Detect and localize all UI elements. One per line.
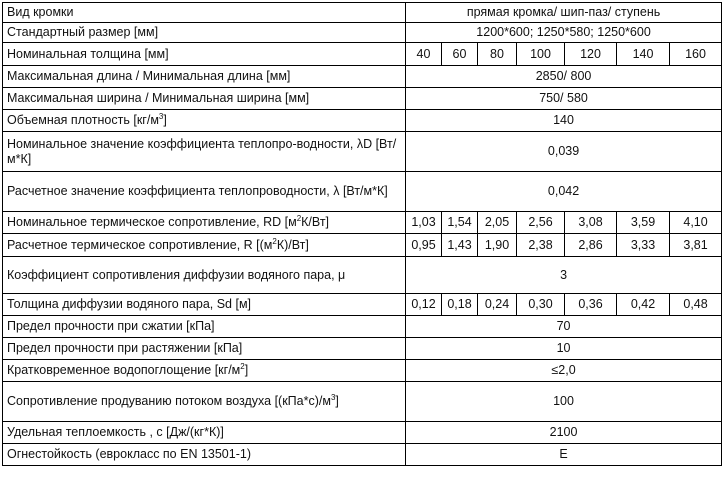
thickness-value-cell: 0,36 bbox=[565, 294, 617, 316]
table-row bbox=[3, 43, 722, 66]
row-value: 140 bbox=[406, 110, 722, 132]
row-value: 1200*600; 1250*580; 1250*600 bbox=[406, 23, 722, 43]
row-value: 100 bbox=[406, 382, 722, 422]
row-label: Расчетное значение коэффициента теплопроводности, λ [Вт/м*К] bbox=[3, 172, 406, 212]
table-row bbox=[3, 316, 722, 338]
row-value: ≤2,0 bbox=[406, 360, 722, 382]
thickness-value-cell: 2,56 bbox=[517, 212, 565, 234]
thickness-value-cell: 2,05 bbox=[478, 212, 517, 234]
row-label-suffix: ] bbox=[163, 113, 167, 127]
thickness-value-cell: 1,03 bbox=[406, 212, 442, 234]
table-row bbox=[3, 66, 722, 88]
table-row bbox=[3, 444, 722, 466]
row-label bbox=[3, 212, 406, 234]
row-label-suffix: К/Вт] bbox=[301, 215, 330, 229]
row-label-superscript: 2 bbox=[272, 236, 277, 246]
thickness-value-cell: 1,90 bbox=[478, 234, 517, 257]
row-label-text: Объемная плотность [кг/м bbox=[7, 113, 159, 127]
thickness-value-cell: 40 bbox=[406, 43, 442, 66]
row-value: 750/ 580 bbox=[406, 88, 722, 110]
thickness-value-cell: 160 bbox=[670, 43, 722, 66]
row-label-suffix: К)/Вт] bbox=[276, 237, 309, 252]
row-label bbox=[3, 234, 406, 257]
table-row bbox=[3, 23, 722, 43]
row-label-text: Номинальное термическое сопротивление, RD [м bbox=[7, 215, 297, 229]
thickness-value-cell: 0,12 bbox=[406, 294, 442, 316]
table-row bbox=[3, 360, 722, 382]
row-label: Стандартный размер [мм] bbox=[3, 23, 406, 43]
row-value: 10 bbox=[406, 338, 722, 360]
thickness-value-cell: 2,38 bbox=[517, 234, 565, 257]
thickness-value-cell: 2,86 bbox=[565, 234, 617, 257]
row-label: Предел прочности при сжатии [кПа] bbox=[3, 316, 406, 338]
thickness-value-cell: 140 bbox=[617, 43, 670, 66]
row-label: Толщина диффузии водяного пара, Sd [м] bbox=[3, 294, 406, 316]
thickness-value-cell: 0,42 bbox=[617, 294, 670, 316]
row-label: Максимальная ширина / Минимальная ширина [мм] bbox=[3, 88, 406, 110]
thickness-value-cell: 1,43 bbox=[442, 234, 478, 257]
thickness-value-cell: 100 bbox=[517, 43, 565, 66]
table-row bbox=[3, 212, 722, 234]
row-label-suffix: ] bbox=[244, 363, 249, 377]
row-label: Предел прочности при растяжении [кПа] bbox=[3, 338, 406, 360]
thickness-value-cell: 4,10 bbox=[670, 212, 722, 234]
row-label-superscript: 3 bbox=[158, 111, 164, 121]
table-row bbox=[3, 88, 722, 110]
table-row bbox=[3, 234, 722, 257]
row-label-superscript: 2 bbox=[296, 213, 302, 223]
row-label: Коэффициент сопротивления диффузии водяного пара, μ bbox=[3, 257, 406, 294]
thickness-value-cell: 3,59 bbox=[617, 212, 670, 234]
row-label-suffix: ] bbox=[335, 394, 339, 408]
row-label: Максимальная длина / Минимальная длина [мм] bbox=[3, 66, 406, 88]
row-value: 2100 bbox=[406, 422, 722, 444]
row-value: 0,039 bbox=[406, 132, 722, 172]
row-value: E bbox=[406, 444, 722, 466]
row-label: Огнестойкость (еврокласс по EN 13501-1) bbox=[3, 444, 406, 466]
thickness-value-cell: 1,54 bbox=[442, 212, 478, 234]
table-row bbox=[3, 110, 722, 132]
table-body bbox=[3, 3, 722, 466]
thickness-value-cell: 3,81 bbox=[670, 234, 722, 257]
row-label bbox=[3, 382, 406, 422]
thickness-value-cell: 0,24 bbox=[478, 294, 517, 316]
thickness-value-cell: 0,48 bbox=[670, 294, 722, 316]
row-label-superscript: 2 bbox=[240, 361, 245, 371]
row-label-text: Сопротивление продуванию потоком воздуха [(кПа*с)/м bbox=[7, 394, 331, 408]
thickness-value-cell: 0,30 bbox=[517, 294, 565, 316]
row-value: 2850/ 800 bbox=[406, 66, 722, 88]
row-value: прямая кромка/ шип-паз/ ступень bbox=[406, 3, 722, 23]
thickness-value-cell: 3,08 bbox=[565, 212, 617, 234]
table-row bbox=[3, 132, 722, 172]
table-row bbox=[3, 257, 722, 294]
specifications-table bbox=[2, 2, 722, 466]
row-label bbox=[3, 360, 406, 382]
row-value: 70 bbox=[406, 316, 722, 338]
row-label: Номинальное значение коэффициента теплопро-водности, λD [Вт/м*К] bbox=[3, 132, 406, 172]
table-row bbox=[3, 172, 722, 212]
table-row bbox=[3, 382, 722, 422]
row-label-superscript: 3 bbox=[330, 392, 336, 402]
row-label: Удельная теплоемкость , с [Дж/(кг*К)] bbox=[3, 422, 406, 444]
row-label: Номинальная толщина [мм] bbox=[3, 43, 406, 66]
thickness-value-cell: 0,18 bbox=[442, 294, 478, 316]
row-label: Вид кромки bbox=[3, 3, 406, 23]
thickness-value-cell: 3,33 bbox=[617, 234, 670, 257]
table-row bbox=[3, 3, 722, 23]
thickness-value-cell: 0,95 bbox=[406, 234, 442, 257]
table-row bbox=[3, 338, 722, 360]
row-label-text: Расчетное термическое сопротивление, R [(м bbox=[7, 237, 273, 252]
row-value: 0,042 bbox=[406, 172, 722, 212]
thickness-value-cell: 80 bbox=[478, 43, 517, 66]
table-row bbox=[3, 422, 722, 444]
row-label-text: Кратковременное водопоглощение [кг/м bbox=[7, 363, 241, 377]
thickness-value-cell: 60 bbox=[442, 43, 478, 66]
row-label bbox=[3, 110, 406, 132]
row-value: 3 bbox=[406, 257, 722, 294]
thickness-value-cell: 120 bbox=[565, 43, 617, 66]
table-row bbox=[3, 294, 722, 316]
